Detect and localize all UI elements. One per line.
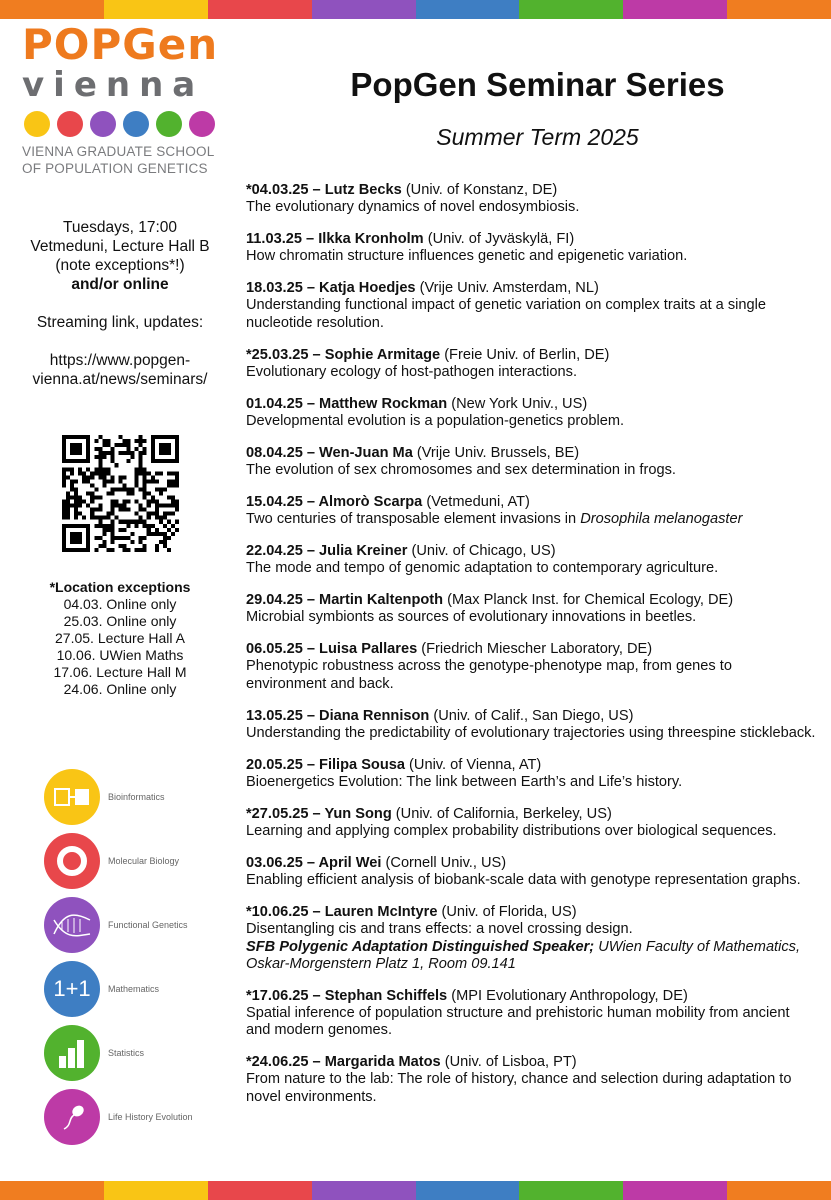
- talk-affiliation: (Vrije Univ. Brussels, BE): [412, 444, 580, 461]
- talk-title: [246, 462, 816, 479]
- talk-affiliation: (Univ. of Florida, US): [437, 903, 577, 920]
- talk-list: [246, 182, 816, 1120]
- talk-entry: [246, 494, 816, 529]
- blocks-icon: [44, 769, 100, 825]
- talk-title-text: Disentangling cis and trans effects: a novel crossing design.: [246, 921, 633, 938]
- talk-entry: [246, 806, 816, 841]
- talk-date-speaker: *25.03.25 – Sophie Armitage: [246, 346, 441, 363]
- talk-entry: [246, 855, 816, 890]
- talk-date-speaker: 20.05.25 – Filipa Sousa: [246, 756, 405, 773]
- talk-title-text: From nature to the lab: The role of history, chance and selection during adaptation to novel environments.: [246, 1071, 792, 1105]
- talk-title-text: Understanding the predictability of evolutionary trajectories using threespine stickleback.: [246, 724, 816, 741]
- talk-title: [246, 658, 816, 693]
- talk-entry: [246, 347, 816, 382]
- stripe-segment: [727, 1181, 831, 1200]
- talk-date-speaker: *17.06.25 – Stephan Schiffels: [246, 987, 448, 1004]
- talk-title-text: Spatial inference of population structure and prehistoric human mobility from ancient and modern genomes.: [246, 1004, 790, 1039]
- talk-affiliation: (New York Univ., US): [447, 395, 588, 412]
- talk-date-speaker: *24.06.25 – Margarida Matos: [246, 1053, 441, 1070]
- talk-title-text: Learning and applying complex probability distributions over biological sequences.: [246, 823, 777, 840]
- talk-title: [246, 1005, 816, 1040]
- field-statistics: [44, 1021, 204, 1085]
- talk-affiliation: (Univ. of California, Berkeley, US): [391, 805, 612, 822]
- logo-subtitle-line-1: VIENNA GRADUATE SCHOOL: [22, 144, 215, 159]
- talk-date-speaker: 13.05.25 – Diana Rennison: [246, 707, 430, 724]
- logo-dots: [24, 111, 222, 137]
- talk-affiliation: (Univ. of Lisboa, PT): [440, 1053, 577, 1070]
- stripe-segment: [312, 1181, 416, 1200]
- talk-title: [246, 774, 816, 791]
- talk-entry: [246, 445, 816, 480]
- logo-popgen-wordmark: POPGen: [22, 20, 219, 69]
- streaming-label: Streaming link, updates:: [36, 314, 204, 331]
- talk-affiliation: (Cornell Univ., US): [381, 854, 507, 871]
- talk-entry: [246, 231, 816, 266]
- talk-title-text: Evolutionary ecology of host-pathogen interactions.: [246, 363, 577, 380]
- logo-subtitle: [22, 143, 222, 177]
- talk-title-text: The evolutionary dynamics of novel endosymbiosis.: [246, 199, 580, 216]
- talk-title-text: Phenotypic robustness across the genotype-phenotype map, from genes to environment and back.: [246, 658, 732, 692]
- stripe-segment: [623, 0, 727, 19]
- talk-title: [246, 364, 816, 381]
- talk-title-text: Enabling efficient analysis of biobank-scale data with genotype representation graphs.: [246, 872, 801, 889]
- talk-affiliation: (Vrije Univ. Amsterdam, NL): [415, 280, 599, 297]
- talk-title-text: The evolution of sex chromosomes and sex determination in frogs.: [246, 462, 676, 479]
- talk-entry: [246, 396, 816, 431]
- talk-affiliation: (Vetmeduni, AT): [422, 493, 530, 510]
- talk-entry: [246, 280, 816, 332]
- stripe-segment: [519, 0, 623, 19]
- logo-dot: [90, 111, 116, 137]
- talk-title-species: Drosophila melanogaster: [580, 511, 743, 528]
- talk-title: [246, 921, 816, 938]
- logo-subtitle-line-2: OF POPULATION GENETICS: [22, 161, 208, 176]
- talk-date-speaker: 03.06.25 – April Wei: [246, 854, 382, 871]
- seminar-info: [0, 218, 240, 389]
- location-exception-item: 27.05. Lecture Hall A: [55, 630, 185, 646]
- talk-date-speaker: *10.06.25 – Lauren McIntyre: [246, 903, 438, 920]
- talk-entry: [246, 543, 816, 578]
- talk-affiliation: (Univ. of Calif., San Diego, US): [429, 707, 634, 724]
- talk-affiliation: (MPI Evolutionary Anthropology, DE): [447, 987, 688, 1004]
- talk-title: [246, 609, 816, 626]
- seminar-url-line-1[interactable]: https://www.popgen-: [49, 352, 191, 369]
- talk-title-text: The mode and tempo of genomic adaptation to contemporary agriculture.: [246, 560, 719, 577]
- talk-affiliation: (Friedrich Miescher Laboratory, DE): [417, 641, 653, 658]
- logo-dot: [123, 111, 149, 137]
- one-plus-one-icon: [44, 961, 100, 1017]
- logo-dot: [24, 111, 50, 137]
- talk-title-text: Microbial symbionts as sources of evolutionary innovations in beetles.: [246, 609, 697, 626]
- talk-date-speaker: 22.04.25 – Julia Kreiner: [246, 542, 408, 559]
- location-exceptions-title: *Location exceptions: [49, 579, 191, 595]
- talk-special-note-location: UWien Faculty of Mathematics, Oskar-Morgenstern Platz 1, Room 09.141: [246, 938, 801, 972]
- stripe-segment: [623, 1181, 727, 1200]
- field-label: Molecular Biology: [108, 856, 180, 866]
- stripe-segment: [0, 0, 104, 19]
- talk-affiliation: (Univ. of Jyväskylä, FI): [423, 231, 575, 248]
- field-functional-genetics: [44, 893, 204, 957]
- stripe-segment: [208, 1181, 312, 1200]
- talk-title: [246, 248, 816, 265]
- location-exceptions: [0, 579, 240, 698]
- talk-title-text: Understanding functional impact of genetic variation on complex traits at a single nucleotide resolution.: [246, 297, 766, 331]
- talk-title-text: Bioenergetics Evolution: The link between Earth’s and Life’s history.: [246, 773, 683, 790]
- talk-entry: [246, 641, 816, 693]
- exceptions-note: (note exceptions*!): [55, 257, 185, 274]
- location-exception-item: 10.06. UWien Maths: [56, 647, 184, 663]
- talk-title: [246, 297, 816, 332]
- seminar-time: Tuesdays, 17:00: [62, 219, 178, 236]
- seminar-url-line-2[interactable]: vienna.at/news/seminars/: [32, 371, 208, 388]
- stripe-segment: [208, 0, 312, 19]
- talk-title: [246, 511, 816, 528]
- stripe-segment: [104, 1181, 208, 1200]
- location-exception-item: 17.06. Lecture Hall M: [53, 664, 187, 680]
- talk-date-speaker: 29.04.25 – Martin Kaltenpoth: [246, 592, 444, 609]
- online-note: and/or online: [71, 276, 169, 293]
- bottom-color-stripe: [0, 1181, 831, 1200]
- field-mathematics: [44, 957, 204, 1021]
- talk-date-speaker: 18.03.25 – Katja Hoedjes: [246, 280, 416, 297]
- talk-date-speaker: 01.04.25 – Matthew Rockman: [246, 395, 448, 412]
- talk-title: [246, 560, 816, 577]
- talk-entry: [246, 757, 816, 792]
- talk-affiliation: (Max Planck Inst. for Chemical Ecology, DE): [443, 592, 734, 609]
- talk-title: [246, 413, 816, 430]
- talk-title: [246, 725, 816, 742]
- talk-title: [246, 1071, 816, 1106]
- talk-title: [246, 872, 816, 889]
- field-molecular-biology: [44, 829, 204, 893]
- talk-entry: [246, 708, 816, 743]
- stripe-segment: [519, 1181, 623, 1200]
- field-label: Mathematics: [108, 984, 160, 994]
- talk-special-note-title: SFB Polygenic Adaptation Distinguished Speaker;: [246, 938, 595, 955]
- field-life-history-evolution: [44, 1085, 204, 1149]
- talk-date-speaker: *27.05.25 – Yun Song: [246, 805, 392, 822]
- stripe-segment: [727, 0, 831, 19]
- talk-date-speaker: 15.04.25 – Almorò Scarpa: [246, 493, 423, 510]
- field-bioinformatics: [44, 765, 204, 829]
- stripe-segment: [104, 0, 208, 19]
- talk-date-speaker: *04.03.25 – Lutz Becks: [246, 182, 402, 198]
- talk-title-text: Two centuries of transposable element invasions in: [246, 511, 581, 528]
- talk-date-speaker: 08.04.25 – Wen-Juan Ma: [246, 444, 413, 461]
- talk-date-speaker: 11.03.25 – Ilkka Kronholm: [246, 231, 424, 248]
- dna-icon: [44, 897, 100, 953]
- one-plus-one-text: 1+1: [53, 976, 91, 1001]
- term-subtitle: Summer Term 2025: [436, 124, 639, 150]
- logo-dot: [189, 111, 215, 137]
- bar-chart-icon: [44, 1025, 100, 1081]
- qr-code[interactable]: [62, 435, 179, 552]
- popgen-vienna-logo: [22, 20, 222, 177]
- ring-icon: [44, 833, 100, 889]
- talk-affiliation: (Univ. of Konstanz, DE): [401, 182, 558, 198]
- talk-title: [246, 823, 816, 840]
- talk-entry: [246, 988, 816, 1040]
- talk-affiliation: (Freie Univ. of Berlin, DE): [440, 346, 610, 363]
- stripe-segment: [312, 0, 416, 19]
- talk-entry: [246, 904, 816, 973]
- sperm-icon: [44, 1089, 100, 1145]
- logo-vienna-wordmark: vienna: [22, 65, 205, 105]
- top-color-stripe: [0, 0, 831, 19]
- field-label: Statistics: [108, 1048, 145, 1058]
- talk-title-text: How chromatin structure influences genetic and epigenetic variation.: [246, 248, 688, 265]
- field-label: Life History Evolution: [108, 1112, 193, 1122]
- talk-date-speaker: 06.05.25 – Luisa Pallares: [246, 641, 418, 658]
- talk-entry: [246, 1054, 816, 1106]
- talk-special-note: [246, 939, 816, 974]
- stripe-segment: [0, 1181, 104, 1200]
- seminar-venue: Vetmeduni, Lecture Hall B: [30, 238, 210, 255]
- location-exception-item: 04.03. Online only: [63, 596, 177, 612]
- stripe-segment: [416, 1181, 520, 1200]
- logo-dot: [156, 111, 182, 137]
- page-title: PopGen Seminar Series: [350, 66, 725, 103]
- stripe-segment: [416, 0, 520, 19]
- talk-affiliation: (Univ. of Chicago, US): [407, 542, 556, 559]
- location-exception-item: 25.03. Online only: [63, 613, 177, 629]
- location-exception-item: 24.06. Online only: [63, 681, 177, 697]
- talk-entry: [246, 592, 816, 627]
- talk-title: [246, 199, 816, 216]
- talk-entry: [246, 182, 816, 217]
- research-fields: [44, 765, 204, 1149]
- logo-dot: [57, 111, 83, 137]
- field-label: Bioinformatics: [108, 792, 165, 802]
- field-label: Functional Genetics: [108, 920, 188, 930]
- talk-affiliation: (Univ. of Vienna, AT): [405, 756, 542, 773]
- talk-title-text: Developmental evolution is a population-genetics problem.: [246, 412, 625, 429]
